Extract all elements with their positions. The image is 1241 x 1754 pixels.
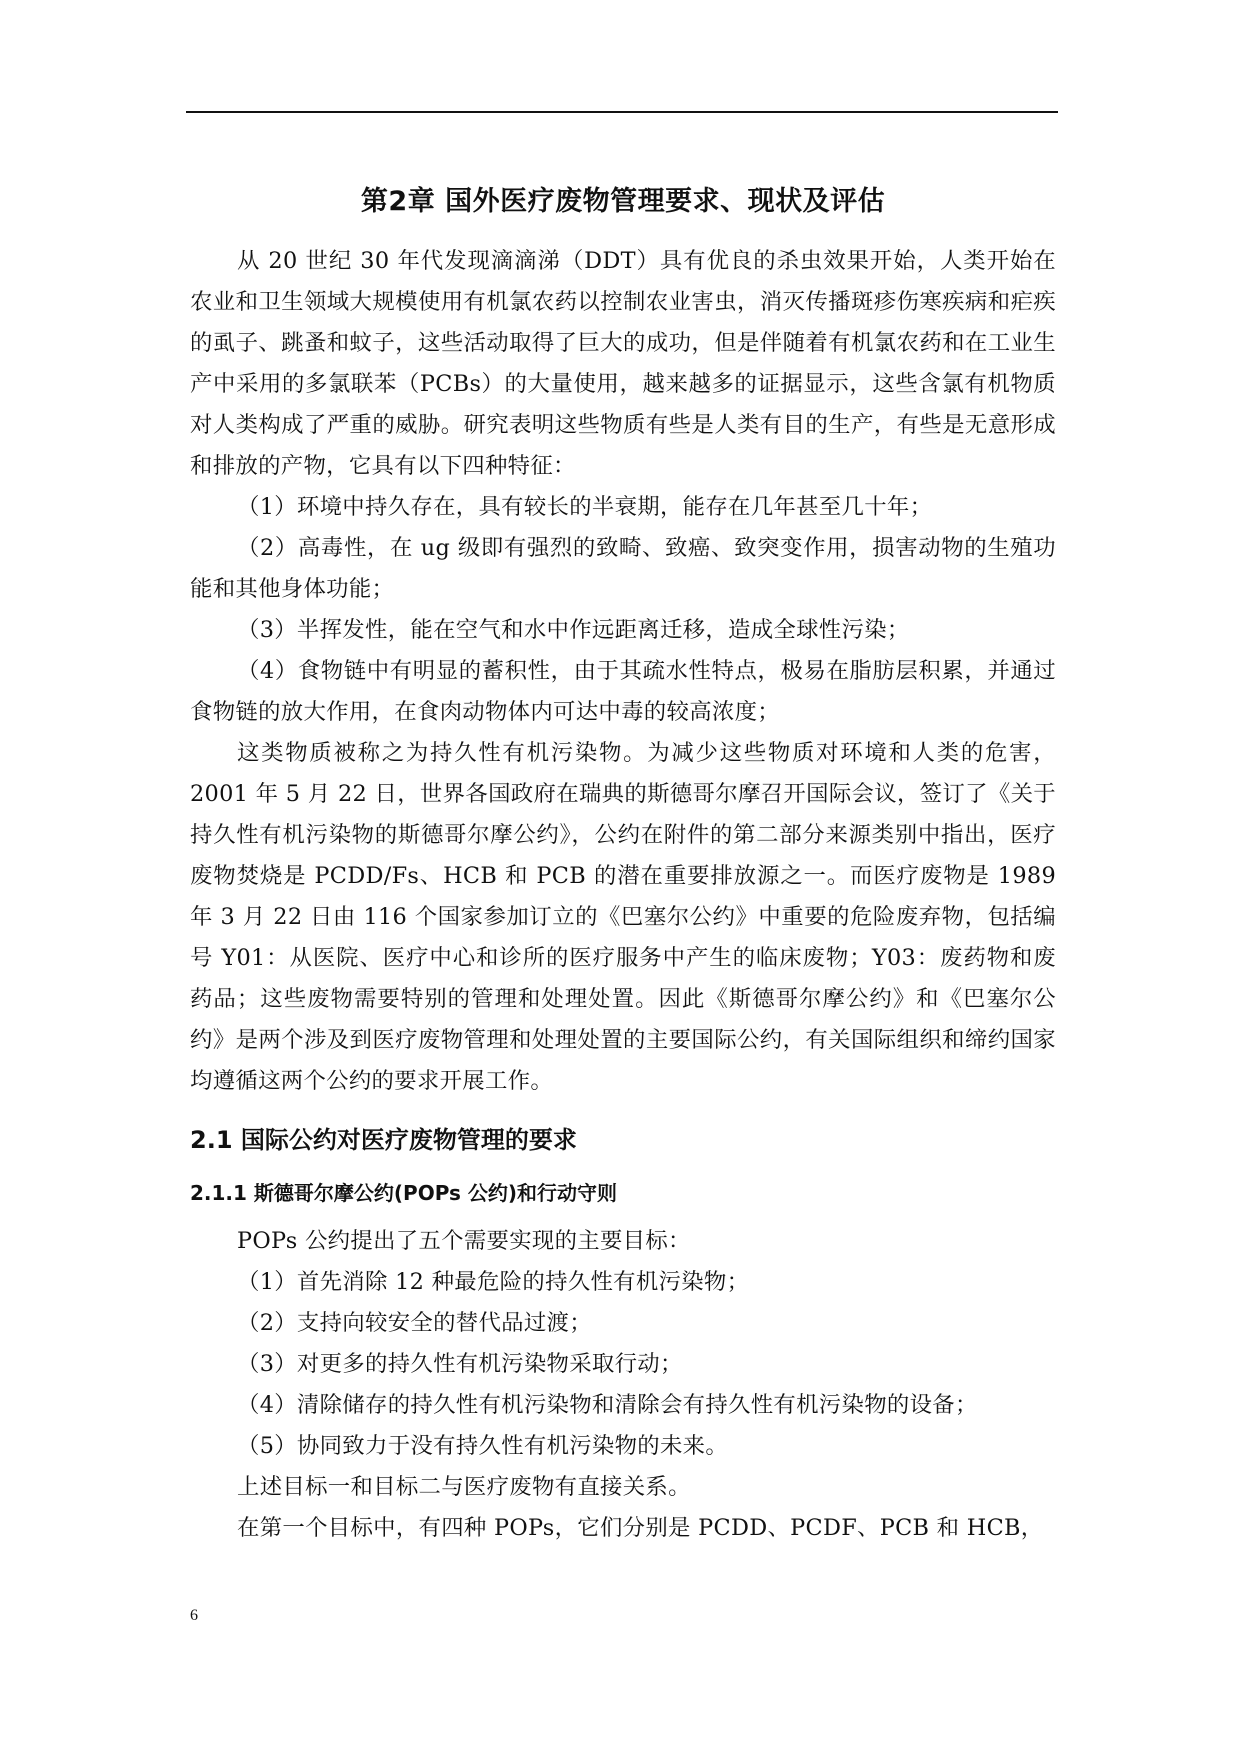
page-number: 6 xyxy=(190,1607,198,1624)
feature-item-4: （4）食物链中有明显的蓄积性，由于其疏水性特点，极易在脂肪层积累，并通过食物链的放大作用，在食肉动物体内可达中毒的较高浓度； xyxy=(190,658,1056,725)
goals-relation-paragraph: 上述目标一和目标二与医疗废物有直接关系。 xyxy=(237,1474,691,1500)
goal-item-3: （3）对更多的持久性有机污染物采取行动； xyxy=(237,1351,683,1377)
goal-item-4: （4）清除储存的持久性有机污染物和清除会有持久性有机污染物的设备； xyxy=(237,1392,978,1418)
subsection-heading: 2.1.1 斯德哥尔摩公约(POPs 公约)和行动守则 xyxy=(190,1181,618,1205)
section-heading: 2.1 国际公约对医疗废物管理的要求 xyxy=(190,1126,577,1154)
feature-item-2: （2）高毒性，在 ug 级即有强烈的致畸、致癌、致突变作用，损害动物的生殖功能和其他身体功能； xyxy=(190,535,1056,602)
chapter-title: 第2章 国外医疗废物管理要求、现状及评估 xyxy=(360,186,886,217)
first-goal-paragraph: 在第一个目标中，有四种 POPs，它们分别是 PCDD、PCDF、PCB 和 HCB， xyxy=(237,1515,1044,1541)
feature-item-1: （1）环境中持久存在，具有较长的半衰期，能存在几年甚至几十年； xyxy=(237,494,933,520)
header-rule xyxy=(186,111,1058,113)
goal-item-5: （5）协同致力于没有持久性有机污染物的未来。 xyxy=(237,1433,729,1459)
page-body xyxy=(190,184,1056,1549)
goals-intro: POPs 公约提出了五个需要实现的主要目标： xyxy=(237,1228,691,1254)
intro-paragraph: 从 20 世纪 30 年代发现滴滴涕（DDT）具有优良的杀虫效果开始，人类开始在农业和卫生领域大规模使用有机氯农药以控制农业害虫，消灭传播斑疹伤寒疾病和疟疾的虱子、跳蚤和蚊子，这些活动取得了巨大的成功，但是伴随着有机氯农药和在工业生产中采用的多氯联苯（PCBs）的大量使用，越来越多的证据显示，这些含氯有机物质对人类构成了严重的威胁。研究表明这些物质有些是人类有目的生产，有些是无意形成和排放的产物，它具有以下四种特征： xyxy=(190,248,1056,479)
goal-item-2: （2）支持向较安全的替代品过渡； xyxy=(237,1310,592,1336)
goal-item-1: （1）首先消除 12 种最危险的持久性有机污染物； xyxy=(237,1269,750,1295)
feature-item-3: （3）半挥发性，能在空气和水中作远距离迁移，造成全球性污染； xyxy=(237,617,910,643)
conventions-paragraph: 这类物质被称之为持久性有机污染物。为减少这些物质对环境和人类的危害，2001 年 5 月 22 日，世界各国政府在瑞典的斯德哥尔摩召开国际会议，签订了《关于持久性有机污染物的斯德哥尔摩公约》，公约在附件的第二部分来源类别中指出，医疗废物焚烧是 PCDD/Fs、HCB 和 PCB 的潜在重要排放源之一。而医疗废物是 1989 年 3 月 22 日由 116 个国家参加订立的《巴塞尔公约》中重要的危险废弃物，包括编号 Y01：从医院、医疗中心和诊所的医疗服务中产生的临床废物；Y03：废药物和废药品；这些废物需要特别的管理和处理处置。因此《斯德哥尔摩公约》和《巴塞尔公约》是两个涉及到医疗废物管理和处理处置的主要国际公约，有关国际组织和缔约国家均遵循这两个公约的要求开展工作。 xyxy=(190,740,1056,1094)
